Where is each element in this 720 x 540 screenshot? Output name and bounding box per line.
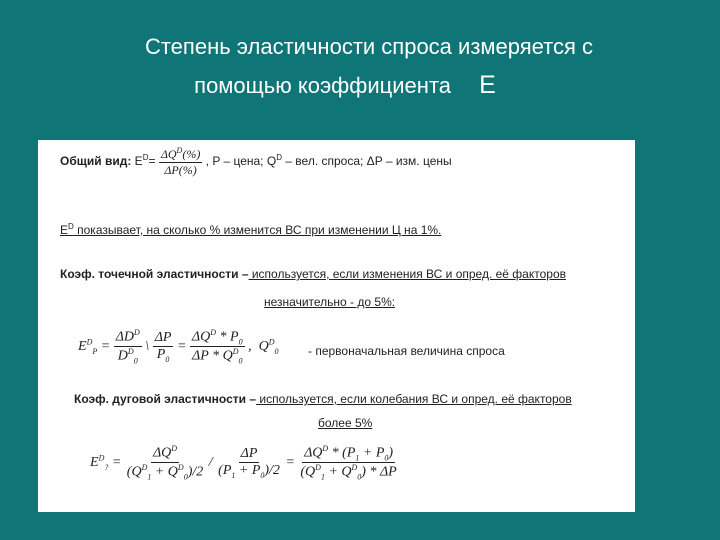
arc-desc-2: более 5% [318, 416, 373, 430]
shows-text: $E^D$ показывает, на сколько % изменится ВС при изменении Ц на 1%. [60, 222, 442, 237]
title-line-2-text: помощью коэффициента [194, 73, 452, 98]
arc-elasticity-row [74, 392, 572, 406]
general-E: $E^D=$ [134, 153, 156, 169]
title-line-2 [0, 66, 720, 105]
arc-label: Коэф. дуговой эластичности – [74, 392, 257, 406]
title-line-1: Степень эластичности спроса измеряется с [144, 34, 594, 59]
title-symbol: E [479, 71, 496, 99]
point-elasticity-row [60, 267, 566, 281]
general-form-row [60, 146, 452, 178]
slide-title [0, 28, 720, 105]
formula-panel [38, 140, 635, 512]
general-legend: , P – цена; $Q^D$ – вел. спроса; ΔP – изм. цены [205, 153, 452, 169]
point-desc-2: незначительно - до 5%: [264, 295, 396, 309]
arc-desc-1: используется, если колебания ВС и опред. её факторов [256, 392, 572, 406]
general-label: Общий вид: [60, 154, 132, 169]
point-note: - первоначальная величина спроса [308, 344, 505, 358]
arc-formula: $E^D_?$ = $\frac{\Delta Q^D}{(Q^D_1 + Q^D_0)/2}$ / $\frac{\Delta P}{(P_1 + P_0)/2}$ = $\frac{\Delta Q^D * (P_1 + P_0)}{(Q^D_1 + Q^D_0) * \Delta P}$ [90, 444, 397, 482]
point-formula: $E^D_P$ = $\frac{\Delta D^D}{D^D_0}$ \ $\frac{\Delta P}{P_0}$ = $\frac{\Delta Q^D * P_0}{\Delta P * Q^D_0}$ , $Q^D_0$ [78, 328, 279, 366]
general-fraction: $\frac{\Delta Q^D(\%)}{\Delta P(\%)}$ [160, 146, 201, 177]
point-desc-1: используется, если изменения ВС и опред. её факторов [248, 267, 566, 281]
point-label: Коэф. точечной эластичности – [60, 267, 249, 281]
